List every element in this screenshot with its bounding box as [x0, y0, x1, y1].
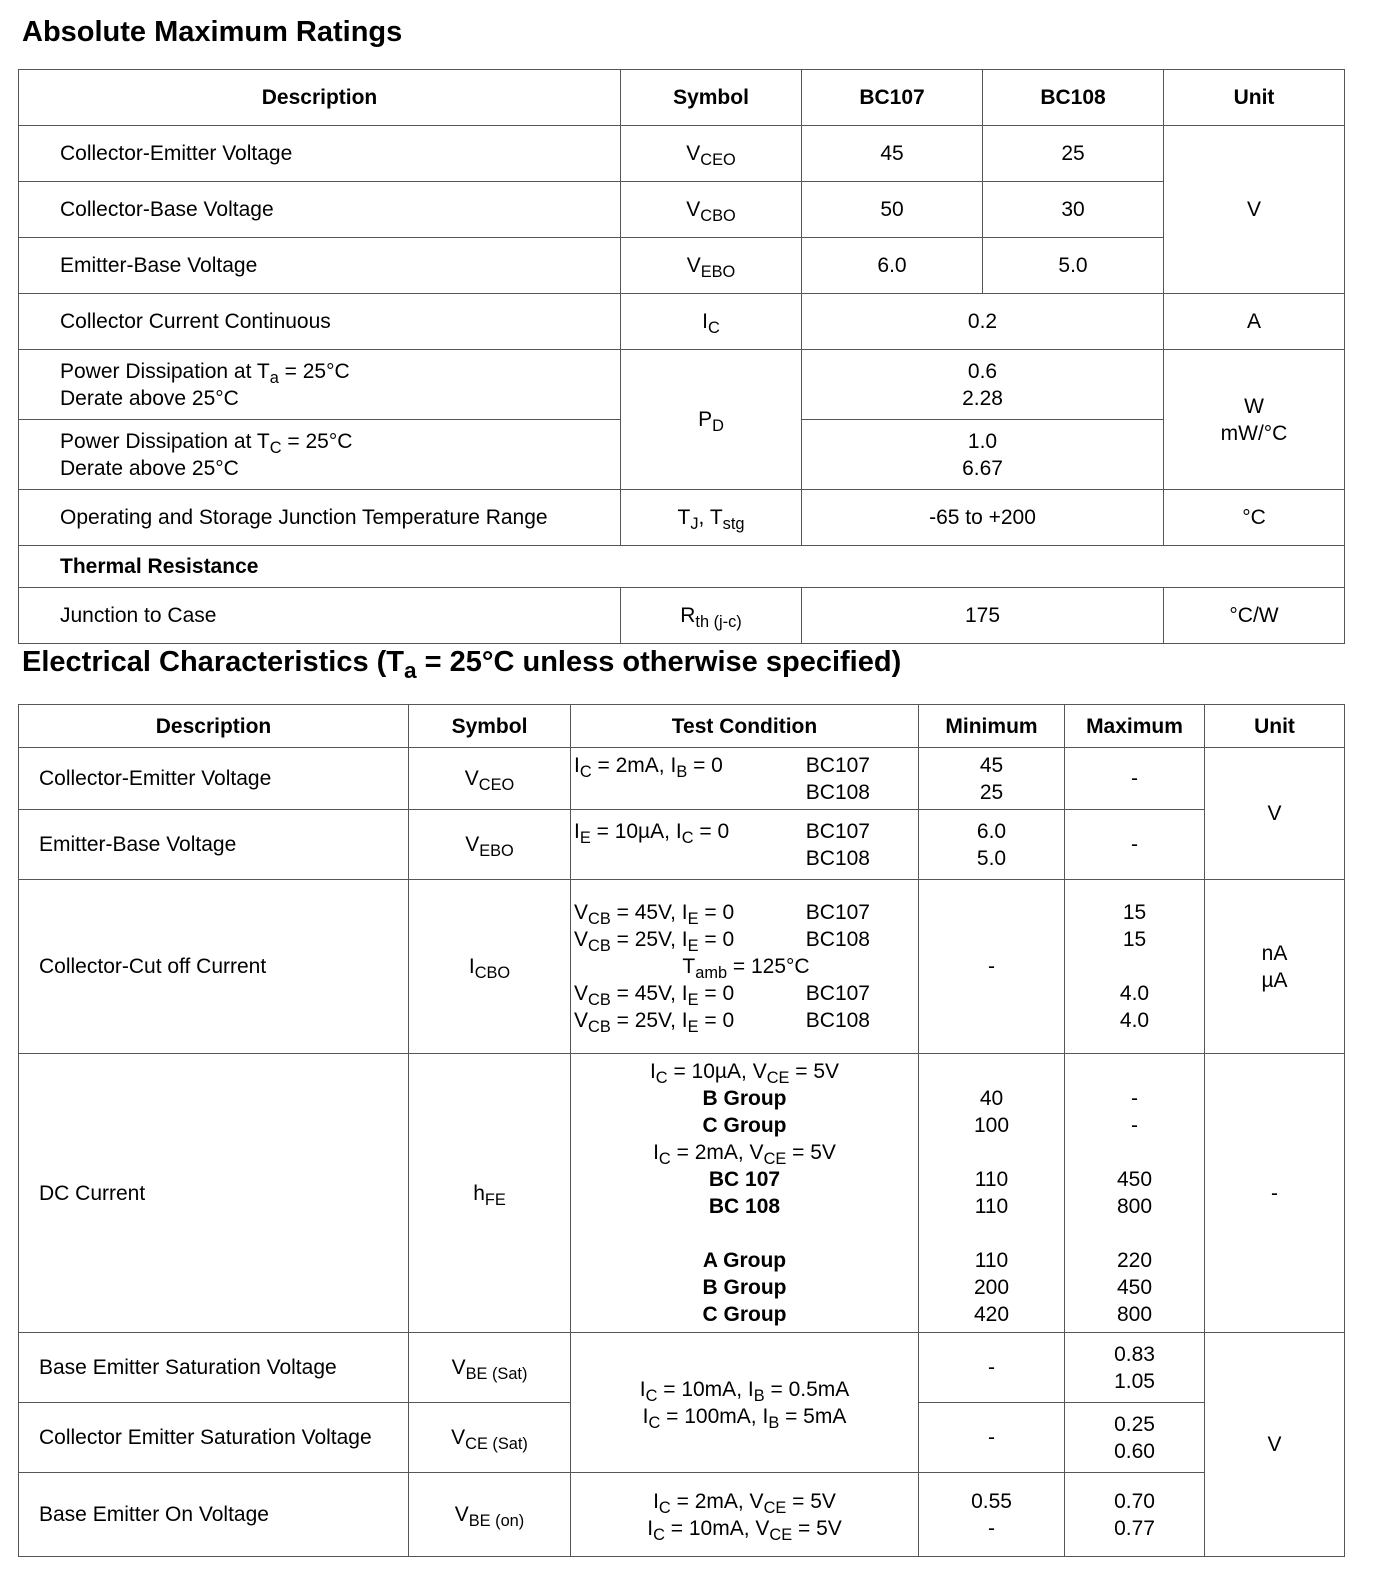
col-header-maximum: Maximum	[1065, 705, 1205, 748]
col-header-symbol: Symbol	[409, 705, 571, 748]
row-symbol: $V_{CEO}$	[621, 126, 802, 182]
row-unit: A	[1164, 294, 1345, 350]
table-row	[19, 294, 1345, 350]
abs-max-title: Absolute Maximum Ratings	[22, 16, 403, 48]
maximum-value: 15 15 4.0 4.0	[1065, 880, 1205, 1054]
row-description: Emitter-Base Voltage	[19, 238, 621, 294]
shared-value: 175	[802, 588, 1164, 644]
row-unit: nA µA	[1205, 880, 1345, 1054]
col-header-minimum: Minimum	[919, 705, 1065, 748]
row-description: Collector-Emitter Voltage	[19, 748, 409, 810]
shared-value: 0.6 2.28	[802, 350, 1164, 420]
row-symbol: $V_{EBO}$	[409, 810, 571, 880]
bc108-value: 30	[983, 182, 1164, 238]
row-symbol: $V_{EBO}$	[621, 238, 802, 294]
row-description: DC Current	[19, 1054, 409, 1333]
maximum-value: 0.70 0.77	[1065, 1473, 1205, 1557]
electrical-characteristics-title: Electrical Characteristics ($T_a = 25^\circ C$ unless otherwise specified)	[22, 646, 902, 683]
row-symbol: $V_{CBO}$	[621, 182, 802, 238]
table-row	[19, 588, 1345, 644]
maximum-value: 0.83 1.05	[1065, 1333, 1205, 1403]
test-condition: $I_C = 10mA$, $I_B = 0.5mA$ $I_C = 100mA$, $I_B = 5mA$	[571, 1333, 919, 1473]
abs-max-table	[18, 69, 1345, 644]
minimum-value: -	[919, 880, 1065, 1054]
row-description: Base Emitter On Voltage	[19, 1473, 409, 1557]
minimum-value: 40 100 110 110 110 200 420	[919, 1054, 1065, 1333]
col-header-bc107: BC107	[802, 70, 983, 126]
table-row	[19, 490, 1345, 546]
thermal-resistance-heading: Thermal Resistance	[19, 546, 1345, 588]
row-symbol: $V_{BE (on)}$	[409, 1473, 571, 1557]
col-header-description: Description	[19, 705, 409, 748]
table-row	[19, 1473, 1345, 1557]
test-condition: $I_E = 10\mu A$, $I_C = 0$ BC107 BC108	[571, 810, 919, 880]
table-row	[19, 350, 1345, 420]
bc108-value: 5.0	[983, 238, 1164, 294]
row-description: Collector-Base Voltage	[19, 182, 621, 238]
test-condition: $I_C = 10\mu A$, $V_{CE} = 5V$ B Group C Group $I_C = 2mA$, $V_{CE} = 5V$ BC 107 BC 108 A Group B Group C Group	[571, 1054, 919, 1333]
bc107-value: 45	[802, 126, 983, 182]
minimum-value: 6.0 5.0	[919, 810, 1065, 880]
row-symbol: $V_{CE (Sat)}$	[409, 1403, 571, 1473]
row-description: Emitter-Base Voltage	[19, 810, 409, 880]
col-header-symbol: Symbol	[621, 70, 802, 126]
shared-value: -65 to +200	[802, 490, 1164, 546]
row-description: Operating and Storage Junction Temperature Range	[19, 490, 621, 546]
shared-value: 1.0 6.67	[802, 420, 1164, 490]
test-condition: $I_C = 2mA$, $V_{CE} = 5V$ $I_C = 10mA$, $V_{CE} = 5V$	[571, 1473, 919, 1557]
table-row	[19, 126, 1345, 182]
col-header-test-condition: Test Condition	[571, 705, 919, 748]
col-header-bc108: BC108	[983, 70, 1164, 126]
maximum-value: -	[1065, 810, 1205, 880]
table-row	[19, 748, 1345, 810]
test-condition: $V_{CB} = 45V$, $I_E = 0$ BC107 $V_{CB} = 25V$, $I_E = 0$ BC108 $T_{amb} = 125^\circ C$ $V_{CB} = 45V$, $I_E = 0$ BC107 $V_{CB} = 25V$, $I_E = 0$ BC108	[571, 880, 919, 1054]
minimum-value: -	[919, 1403, 1065, 1473]
row-symbol: $R_{th (j-c)}$	[621, 588, 802, 644]
table-row	[19, 1054, 1345, 1333]
minimum-value: 0.55 -	[919, 1473, 1065, 1557]
row-description: Power Dissipation at $T_a = 25^\circ C$ Derate above 25°C	[19, 350, 621, 420]
row-unit: V	[1205, 1333, 1345, 1557]
row-description: Collector-Cut off Current	[19, 880, 409, 1054]
col-header-unit: Unit	[1205, 705, 1345, 748]
test-condition: $I_C = 2mA$, $I_B = 0$ BC107 BC108	[571, 748, 919, 810]
maximum-value: -	[1065, 748, 1205, 810]
table-row	[19, 880, 1345, 1054]
maximum-value: - - 450 800 220 450 800	[1065, 1054, 1205, 1333]
table-row	[19, 1333, 1345, 1403]
voltage-unit: V	[1164, 126, 1345, 294]
row-description: Junction to Case	[19, 588, 621, 644]
row-unit: °C	[1164, 490, 1345, 546]
bc107-value: 50	[802, 182, 983, 238]
row-unit: -	[1205, 1054, 1345, 1333]
row-description: Collector-Emitter Voltage	[19, 126, 621, 182]
maximum-value: 0.25 0.60	[1065, 1403, 1205, 1473]
row-unit: °C/W	[1164, 588, 1345, 644]
table-row	[19, 182, 1345, 238]
col-header-unit: Unit	[1164, 70, 1345, 126]
row-symbol: $V_{CEO}$	[409, 748, 571, 810]
section-heading-row	[19, 546, 1345, 588]
bc107-value: 6.0	[802, 238, 983, 294]
minimum-value: -	[919, 1333, 1065, 1403]
col-header-description: Description	[19, 70, 621, 126]
row-description: Power Dissipation at $T_C = 25^\circ C$ Derate above 25°C	[19, 420, 621, 490]
row-symbol: $P_D$	[621, 350, 802, 490]
table-row	[19, 810, 1345, 880]
table-header-row	[19, 70, 1345, 126]
row-description: Base Emitter Saturation Voltage	[19, 1333, 409, 1403]
row-symbol: $V_{BE (Sat)}$	[409, 1333, 571, 1403]
bc108-value: 25	[983, 126, 1164, 182]
shared-value: 0.2	[802, 294, 1164, 350]
row-symbol: $I_C$	[621, 294, 802, 350]
electrical-characteristics-table	[18, 704, 1345, 1557]
row-symbol: $h_{FE}$	[409, 1054, 571, 1333]
row-unit: V	[1205, 748, 1345, 880]
minimum-value: 45 25	[919, 748, 1065, 810]
table-row	[19, 238, 1345, 294]
table-header-row	[19, 705, 1345, 748]
row-symbol: $I_{CBO}$	[409, 880, 571, 1054]
row-unit: W mW/°C	[1164, 350, 1345, 490]
row-description: Collector Emitter Saturation Voltage	[19, 1403, 409, 1473]
row-symbol: $T_J$, $T_{stg}$	[621, 490, 802, 546]
row-description: Collector Current Continuous	[19, 294, 621, 350]
